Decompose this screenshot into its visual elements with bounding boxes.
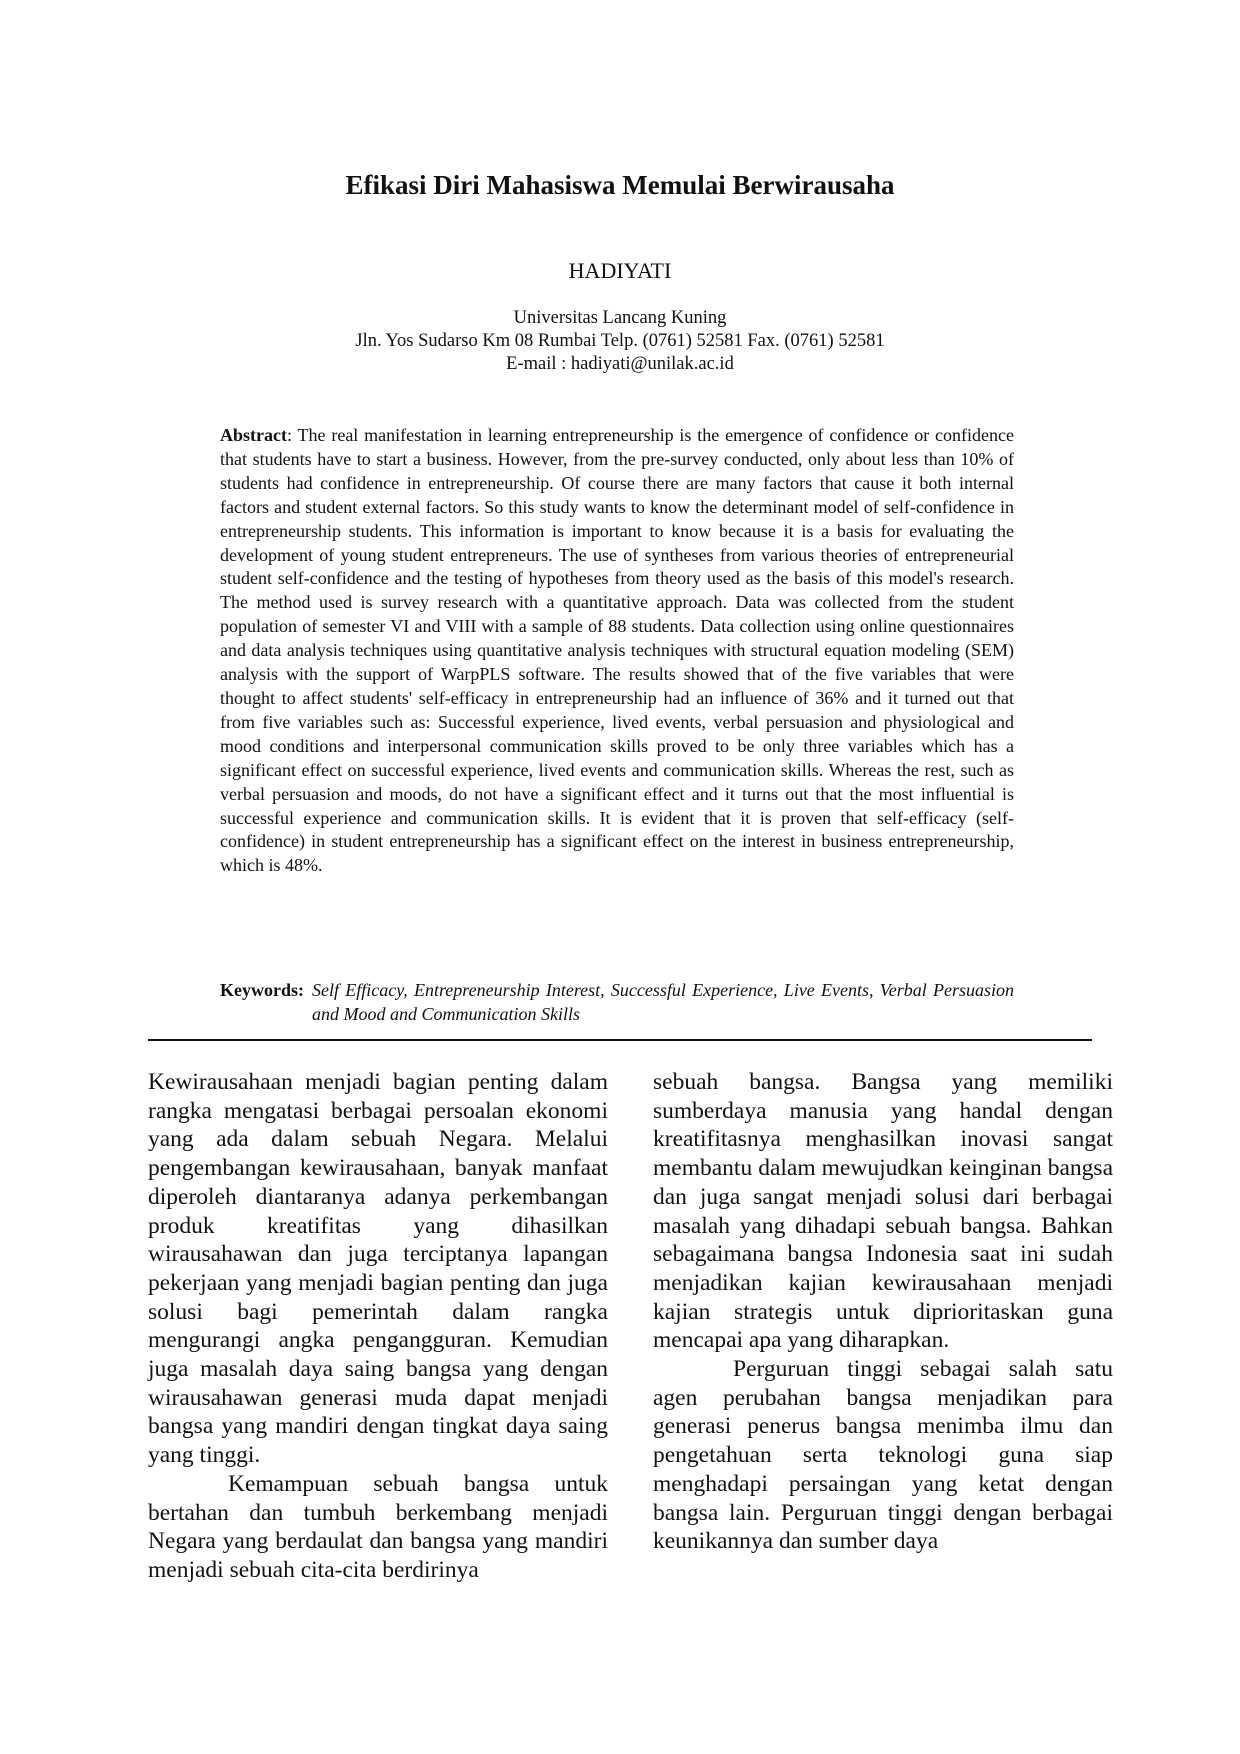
section-divider: [148, 1039, 1092, 1041]
paper-title: Efikasi Diri Mahasiswa Memulai Berwirausaha: [345, 170, 895, 200]
affiliation-address: Jln. Yos Sudarso Km 08 Rumbai Telp. (0761) 52581 Fax. (0761) 52581: [355, 331, 885, 351]
abstract: [220, 424, 1014, 878]
body-column-left: [148, 1068, 608, 1585]
affiliation-email: E-mail : hadiyati@unilak.ac.id: [506, 354, 734, 374]
body-paragraph: Perguruan tinggi sebagai salah satu agen perubahan bangsa menjadikan para generasi penerus bangsa menimba ilmu dan pengetahuan serta teknologi guna siap menghadapi persaingan yang ketat dengan bangsa lain. Perguruan tinggi dengan berbagai keunikannya dan sumber daya: [653, 1356, 1113, 1555]
body-paragraph: Kewirausahaan menjadi bagian penting dalam rangka mengatasi berbagai persoalan ekonomi yang ada dalam sebuah Negara. Melalui pengembangan kewirausahaan, banyak manfaat diperoleh diantaranya adanya perkembangan produk kreatifitas yang dihasilkan wirausahawan dan juga terciptanya lapangan pekerjaan yang menjadi bagian penting dan juga solusi bagi pemerintah dalam rangka mengurangi angka pengangguran. Kemudian juga masalah daya saing bangsa yang dengan wirausahawan generasi muda dapat menjadi bangsa yang mandiri dengan tingkat daya saing yang tinggi.: [148, 1069, 608, 1469]
keywords-label-text: Keywords: [220, 980, 298, 1000]
keywords-text: Self Efficacy, Entrepreneurship Interest, Successful Experience, Live Events, Verbal Persuasion and Mood and Communication Skills: [312, 980, 1014, 1024]
author-affiliation: [0, 307, 1240, 376]
body-column-right: [653, 1068, 1113, 1556]
affiliation-institution: Universitas Lancang Kuning: [513, 308, 727, 328]
body-paragraph: sebuah bangsa. Bangsa yang memiliki sumberdaya manusia yang handal dengan kreatifitasnya menghasilkan inovasi sangat membantu dalam mewujudkan keinginan bangsa dan juga sangat menjadi solusi dari berbagai masalah yang dihadapi sebuah bangsa. Bahkan sebagaimana bangsa Indonesia saat ini sudah menjadikan kajian kewirausahaan menjadi kajian strategis untuk diprioritaskan guna mencapai apa yang diharapkan.: [653, 1069, 1113, 1354]
keywords-label: Keywords:: [220, 980, 304, 1000]
keywords: [220, 978, 1014, 1026]
abstract-label: Abstract: [220, 425, 287, 445]
author-name: HADIYATI: [568, 258, 672, 283]
abstract-text: : The real manifestation in learning entrepreneurship is the emergence of confidence or confidence that students have to start a business. However, from the pre-survey conducted, only about less than 10% of students had confidence in entrepreneurship. Of course there are many factors that cause it both internal factors and student external factors. So this study wants to know the determinant model of self-confidence in entrepreneurship students. This information is important to know because it is a basis for evaluating the development of young student entrepreneurs. The use of syntheses from various theories of entrepreneurial student self-confidence and the testing of hypotheses from theory used as the basis of this model's research. The method used is survey research with a quantitative approach. Data was collected from the student population of semester VI and VIII with a sample of 88 students. Data collection using online questionnaires and data analysis techniques using quantitative analysis techniques with structural equation modeling (SEM) analysis with the support of WarpPLS software. The results showed that of the five variables that were thought to affect students' self-efficacy in entrepreneurship had an influence of 36% and it turned out that from five variables such as: Successful experience, lived events, verbal persuasion and physiological and mood conditions and interpersonal communication skills proved to be only three variables which has a significant effect on successful experience, lived events and communication skills. Whereas the rest, such as verbal persuasion and moods, do not have a significant effect and it turns out that the most influential is successful experience and communication skills. It is evident that it is proven that self-efficacy (self-confidence) in student entrepreneurship has a significant effect on the interest in business entrepreneurship, which is 48%.: [220, 425, 1014, 876]
body-paragraph: Kemampuan sebuah bangsa untuk bertahan dan tumbuh berkembang menjadi Negara yang berdaulat dan bangsa yang mandiri menjadi sebuah cita-cita berdirinya: [148, 1470, 608, 1583]
